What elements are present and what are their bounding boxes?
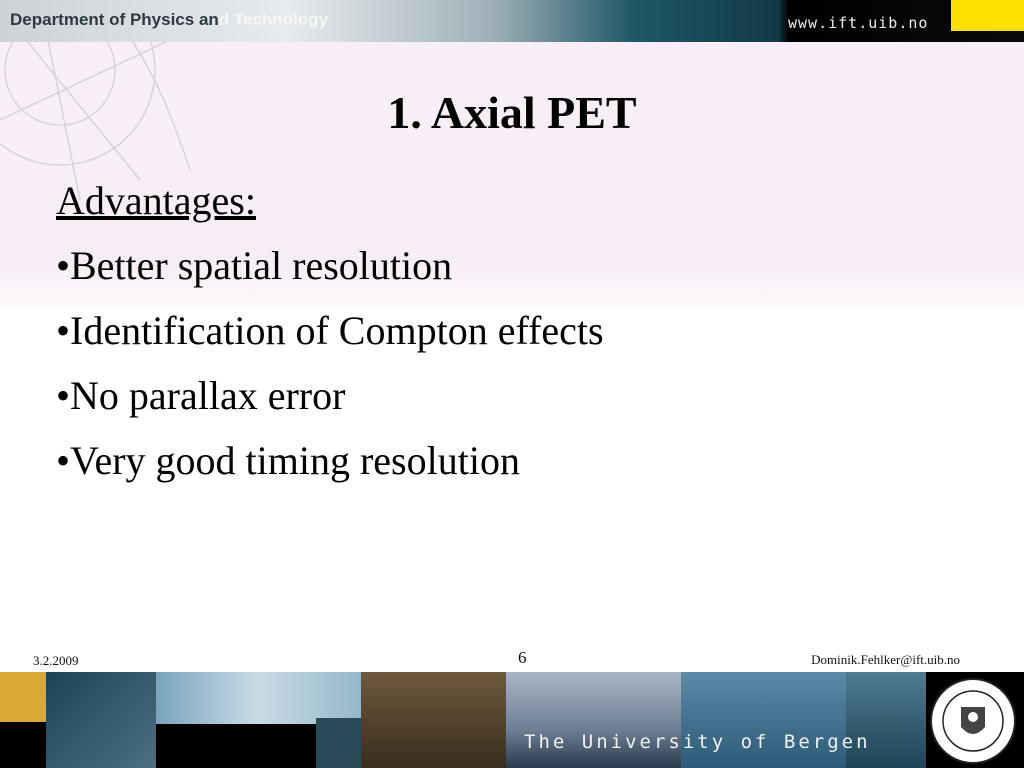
department-title: [10, 10, 328, 30]
banner-tile-photo: [156, 672, 361, 724]
bullet-item: •Identification of Compton effects: [56, 308, 604, 353]
banner-tile-photo: [316, 718, 361, 768]
bullet-item: •Very good timing resolution: [56, 438, 520, 483]
footer-date: 3.2.2009: [33, 653, 79, 668]
slide-title: 1. Axial PET: [387, 87, 637, 138]
website-url[interactable]: www.ift.uib.no: [788, 14, 929, 32]
advantages-heading: Advantages:: [56, 178, 256, 223]
banner-tile-photo: [361, 672, 506, 768]
bullet-item: •Better spatial resolution: [56, 243, 453, 288]
footer-email: Dominik.Fehlker@ift.uib.no: [811, 652, 960, 667]
university-seal-icon: [929, 677, 1017, 765]
university-name: The University of Bergen: [524, 731, 871, 753]
banner-tile-building: [846, 672, 926, 768]
bullet-item: •No parallax error: [56, 373, 346, 418]
banner-tile-sketch: [46, 672, 156, 768]
header-bar: [0, 0, 1024, 42]
university-banner: [0, 672, 1024, 768]
banner-tile-math: [0, 672, 46, 722]
accent-box: [951, 0, 1024, 31]
banner-tile-building: [681, 672, 846, 768]
page-number: 6: [518, 648, 527, 667]
slide-body: [56, 168, 604, 493]
department-title-part1: Department of Physics an: [10, 10, 219, 29]
banner-tile-building: [506, 672, 681, 768]
department-title-part2: d Technology: [218, 10, 329, 29]
